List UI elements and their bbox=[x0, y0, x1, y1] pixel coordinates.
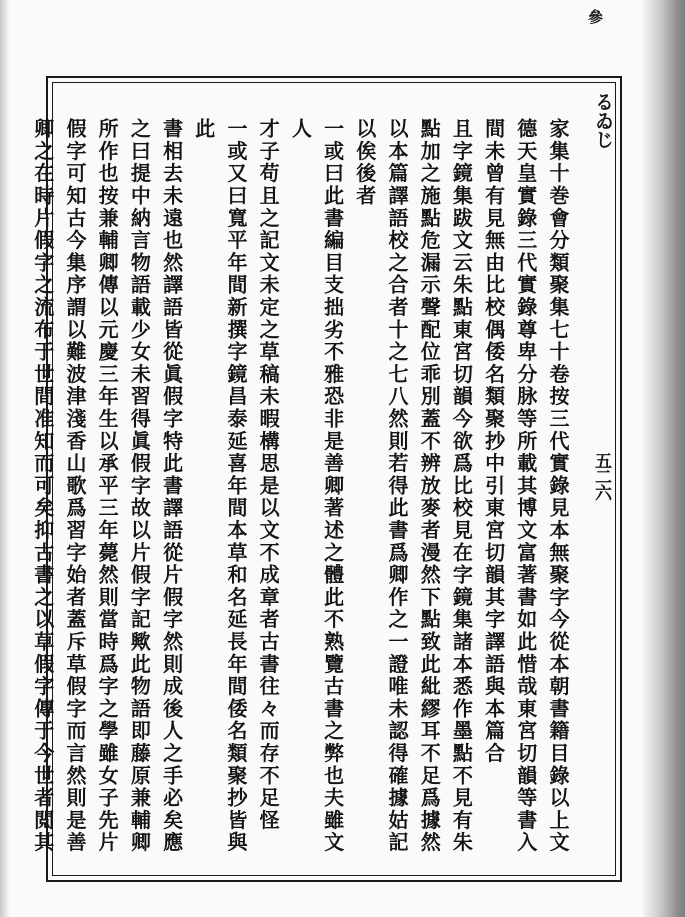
vertical-text-body bbox=[30, 118, 574, 868]
text-column: 以本篇譯語校之合者十之七八然則若得此書爲卿作之一證唯未認得確據姑記 bbox=[384, 118, 409, 854]
text-column: 假字可知古今集序謂以難波津淺香山歌爲習字始者蓋斥草假字而言然則是善 bbox=[62, 118, 87, 854]
text-column: 才子苟且之記文未定之草稿未暇構思是以文不成章者古書往々而存不足怪 bbox=[256, 118, 281, 832]
running-header: るゐじ bbox=[592, 92, 614, 149]
text-column: 間未曾有見無由比校偶倭名類聚抄中引東宮切韻其字譯語與本篇合 bbox=[481, 118, 506, 765]
text-column: 家集十巻會分類聚集七十卷按三代實錄見本無聚字今從本朝書籍目錄以上文 bbox=[546, 118, 570, 854]
corner-mark: 參 bbox=[588, 8, 604, 26]
text-column: 所作也按兼輔卿傳以元慶三年生以承平三年薨然則當時爲字之學雖女子先片 bbox=[95, 118, 120, 854]
page-number: 五二六 bbox=[591, 452, 611, 500]
text-column: 德天皇實錄三代實錄尊卑分脉等所載其博文富著書如此惜哉東宮切韻等書入 bbox=[513, 118, 538, 854]
text-column: 卿之在時片假字之流布于世間准知而可矣抑古書之以草假字傳于今世者閲其 bbox=[30, 118, 55, 854]
text-column: 之曰提中納言物語載少女未習得眞假字故以片假字記歟此物語即藤原兼輔卿 bbox=[127, 118, 152, 854]
text-column: 以俟後者 bbox=[352, 118, 377, 208]
text-column: 且字鏡集跋文云朱點東宮切韻今欲爲比校見在字鏡集諸本悉作墨點不見有朱 bbox=[449, 118, 474, 854]
text-column: 一或又曰寬平年間新撰字鏡昌泰延喜年間本草和名延長年間倭名類聚抄皆與此 bbox=[191, 118, 248, 854]
page-edge-left bbox=[0, 0, 10, 917]
text-column: 點加之施點危漏示聲配位乖別蓋不辨放麥者漫然下點致此紕繆耳不足爲據然 bbox=[417, 118, 442, 854]
text-column: 書相去未遠也然譯語皆從眞假字特此書譯語從片假字然則成後人之手必矣應 bbox=[159, 118, 184, 854]
text-column: 一或曰此書編目支拙劣不雅恐非是善卿著述之體此不熟覽古書之弊也夫雖文人 bbox=[288, 118, 345, 854]
page-edge-right bbox=[643, 0, 685, 917]
